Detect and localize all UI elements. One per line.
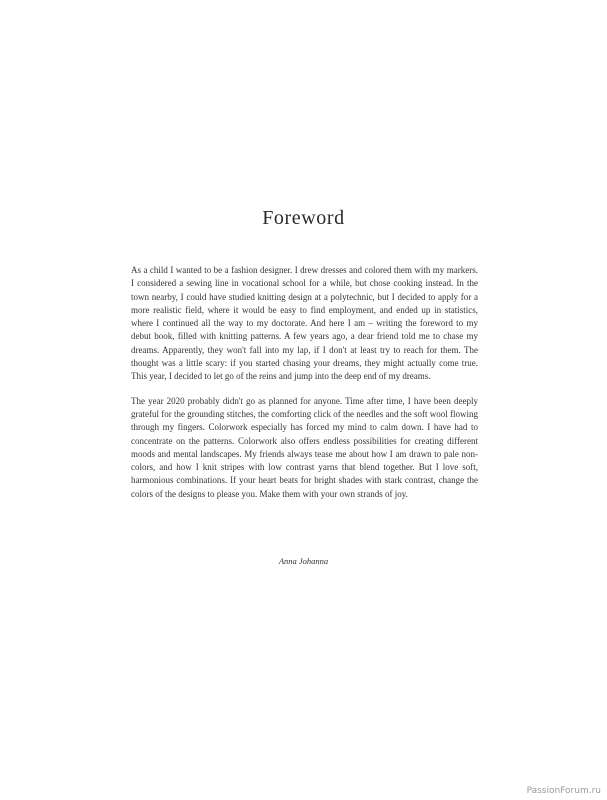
site-watermark: PassionForum.ru (526, 786, 601, 796)
page-title: Foreword (262, 207, 345, 229)
paragraph-2: The year 2020 probably didn't go as planned for anyone. Time after time, I have been deeply grateful for the grounding stitches, the comforting click of the needles and the soft wool flowing through my fingers. Colorwork especially has forced my mind to calm down. I have had to concentrate on the patterns. Colorwork also offers endless possibilities for creating different moods and mental landscapes. My friends always tease me about how I am drawn to pale non-colors, and how I knit stripes with low contrast yarns that blend together. But I love soft, harmonious combinations. If your heart beats for bright shades with stark contrast, change the colors of the designs to please you. Make them with your own strands of joy. (131, 395, 478, 499)
paragraph-1: As a child I wanted to be a fashion designer. I drew dresses and colored them with my markers. I considered a sewing line in vocational school for a while, but chose cooking instead. In the town nearby, I could have studied knitting design at a polytechnic, but I decided to apply for a more realistic field, where it would be easy to find employment, and ended up in statistics, where I continued all the way to my doctorate. And here I am – writing the foreword to my debut book, filled with knitting patterns. A few years ago, a dear friend told me to chase my dreams. Apparently, they won't fall into my lap, if I don't at least try to reach for them. The thought was a little scary: if you started chasing your dreams, they might actually come true. This year, I decided to let go of the reins and jump into the deep end of my dreams. (131, 265, 478, 382)
author-signature: Anna Johanna (278, 556, 329, 566)
foreword-body (131, 264, 478, 512)
